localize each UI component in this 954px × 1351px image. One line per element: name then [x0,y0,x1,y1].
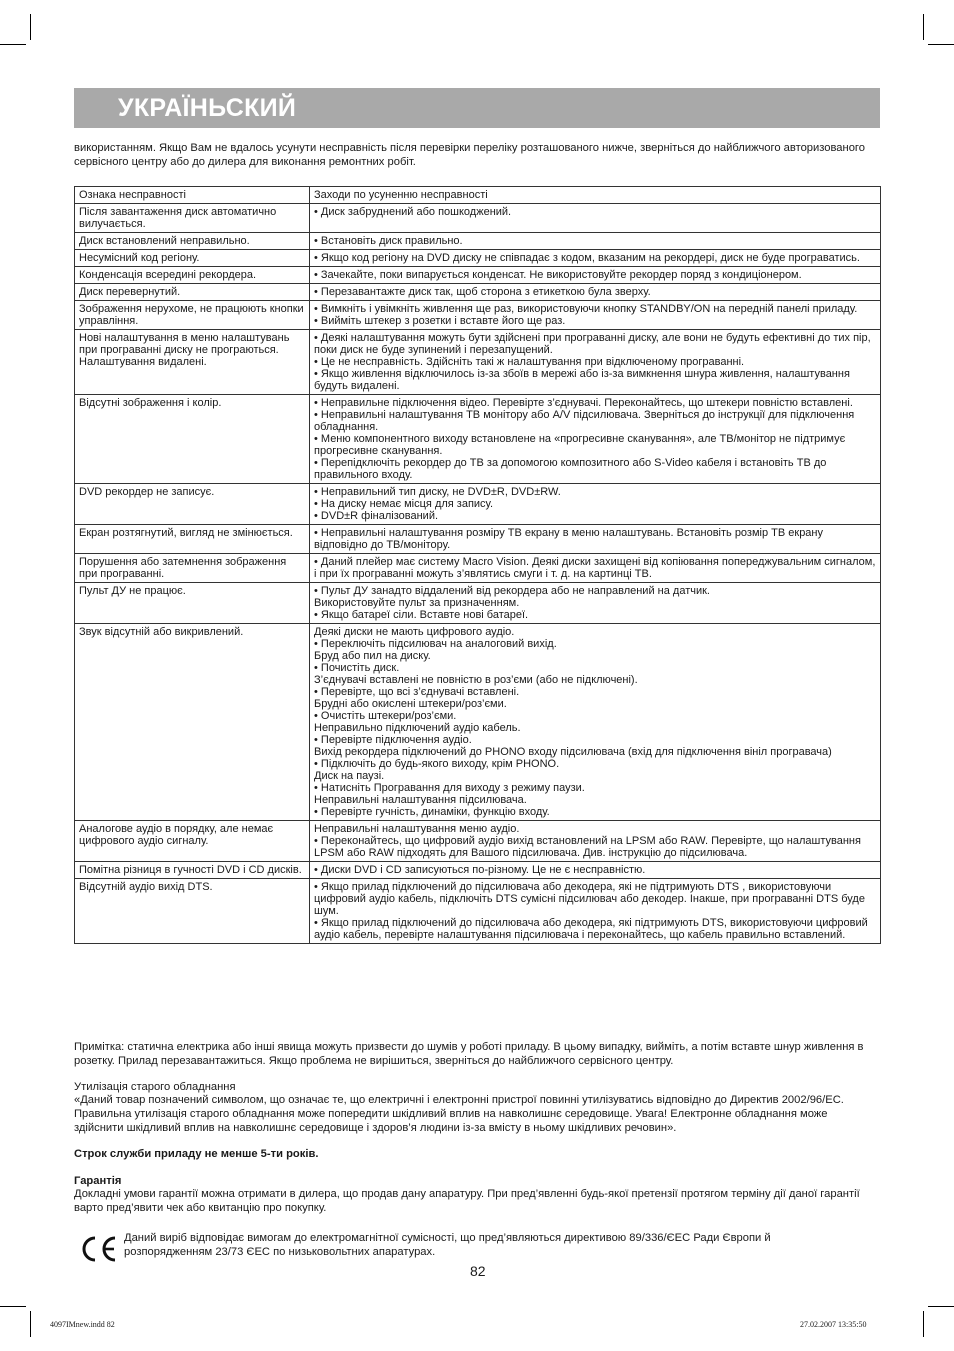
remedy-line: • Якщо код регіону на DVD диску не співпадає з кодом, вказаним на рекордері, диск не буде програватись. [314,252,860,264]
remedy-line: • На диску немає місця для запису. [314,498,494,510]
remedy-line: • Почистіть диск. [314,662,400,674]
remedy-cell [310,525,881,554]
remedy-line: З’єднувачі вставлені не повністю в роз’єми (або не підключені). [314,674,638,686]
warranty-title: Гарантія [74,1175,122,1187]
remedy-line: • Якщо прилад підключений до підсилювача або декодера, які не підтримують DTS , використовуючи цифровий аудіо кабель, підключіть DTS сумісні підсилювач або декодер. Інакше, при програванні DTS буде шум. [314,881,865,917]
table-row [75,284,881,301]
remedy-line: • Перевірте гучність, динаміки, функцію входу. [314,806,550,818]
remedy-line: • DVD±R фіналізований. [314,510,439,522]
remedy-cell [310,284,881,301]
footer-file: 4097IMnew.indd 82 [50,1320,115,1329]
remedy-line: Використовуйте пульт за призначенням. [314,597,520,609]
service-life-text: Строк служби приладу не менше 5-ти років. [74,1148,319,1160]
remedy-line: Брудні або окислені штекери/роз’єми. [314,698,507,710]
remedy-line: • Перевірте, що всі з’єднувачі вставлені. [314,686,520,698]
table-row [75,395,881,484]
table-row [75,624,881,821]
symptom-cell [75,624,310,821]
ce-text-line-1: Даний виріб відповідає вимогам до електромагнітної сумісності, що пред’являються директивою 89/336/ЄЕС Ради Європи й [124,1232,771,1244]
table-row [75,250,881,267]
symptom-cell [75,284,310,301]
symptom-cell [75,301,310,330]
remedy-line: • Переконайтесь, що цифровий аудіо вихід встановлений на LPSM або RAW. Перевірте, що налаштування LPSM або RAW підходять для Вашого підсилювача. Див. інструкцію до підсилювача. [314,835,861,859]
ce-text-line-2: розпорядженням 23/73 ЄЕС по низьковольтних апаратурах. [124,1246,436,1258]
symptom-line: Відсутній аудіо вихід DTS. [79,881,213,893]
symptom-line: Порушення або затемнення зображення при програванні. [79,556,287,580]
remedy-line: • Перевірте підключення аудіо. [314,734,472,746]
crop-mark [30,14,31,40]
remedy-line: • Якщо прилад підключений до підсилювача або декодера, які підтримують DTS, використовуючи цифровий аудіо кабель, перевірте налаштування підсилювача і переконайтесь, що кабель правильно вставлений. [314,917,868,941]
symptom-cell [75,233,310,250]
remedy-line: • Встановіть диск правильно. [314,235,463,247]
symptom-cell [75,395,310,484]
remedy-line: Неправильні налаштування меню аудіо. [314,823,520,835]
remedy-line: • Деякі налаштування можуть бути здійснені при програванні диску, але вони не будуть ефективні до тих пір, поки диск не буде зупинений і перезапущений. [314,332,871,356]
remedy-line: • Якщо батареї сіли. Вставте нові батареї. [314,609,529,621]
remedy-line: • Неправильне підключення відео. Перевірте з’єднувачі. Переконайтесь, що штекери повністю вставлені. [314,397,853,409]
intro-text: використанням. Якщо Вам не вдалось усунути несправність після перевірки переліку розташованого нижче, зверніться до найближчого авторизованого сервісного центру або до дилера для виконання ремонтних робіт. [74,142,865,168]
symptom-line: Аналогове аудіо в порядку, але немає цифрового аудіо сигналу. [79,823,274,847]
remedy-line: • Неправильні налаштування розміру ТВ екрану в меню налаштувань. Встановіть розмір ТВ екрану відповідно до ТВ/монітору. [314,527,824,551]
remedy-line: • Підключіть до будь-якого виходу, крім PHONO. [314,758,560,770]
remedy-line: Диск на паузі. [314,770,385,782]
table-row [75,330,881,395]
symptom-line: Помітна різниця в гучності DVD і CD дисків. [79,864,302,876]
remedy-line: Вихід рекордера підключений до PHONO входу підсилювача (вхід для підключення вініл програвача) [314,746,832,758]
remedy-line: • Пульт ДУ занадто віддалений від рекордера або не направлений на датчик. [314,585,710,597]
warranty-text: Докладні умови гарантії можна отримати в дилера, що продав дану апаратуру. При пред’явленні будь-якої претензії протягом терміну дії даної гарантії варто пред’явити чек або квитанцію про покупку. [74,1188,860,1214]
remedy-line: • Неправильний тип диску, не DVD±R, DVD±RW. [314,486,561,498]
symptom-line: Конденсація всередині рекордера. [79,269,257,281]
disposal-title: Утилізація старого обладнання [74,1081,236,1093]
crop-mark [0,44,26,45]
remedy-cell [310,624,881,821]
table-row [75,554,881,583]
remedy-cell [310,862,881,879]
remedy-line: • Натисніть Програвання для виходу з режиму паузи. [314,782,585,794]
remedy-cell [310,821,881,862]
symptom-cell [75,821,310,862]
symptom-cell [75,862,310,879]
troubleshooting-table [74,186,881,944]
remedy-cell [310,330,881,395]
table-row [75,484,881,525]
table-header-cell: Ознака несправності [75,187,310,204]
remedy-line: Неправильні налаштування підсилювача. [314,794,527,806]
remedy-cell [310,395,881,484]
remedy-cell [310,267,881,284]
remedy-cell [310,233,881,250]
symptom-line: Диск встановлений неправильно. [79,235,250,247]
remedy-cell [310,204,881,233]
remedy-cell [310,583,881,624]
crop-mark [923,14,924,40]
remedy-line: • Вийміть штекер з розетки і вставте його ще раз. [314,315,566,327]
table-row [75,879,881,944]
table-row [75,821,881,862]
symptom-line: Звук відсутній або викривлений. [79,626,244,638]
crop-mark [0,1306,26,1307]
symptom-line: Диск перевернутий. [79,286,181,298]
table-row [75,204,881,233]
table-row [75,583,881,624]
remedy-line: • Даний плейер має систему Macro Vision. Деякі диски захищені від копіювання попереджувальним сигналом, і при їх програванні можуть з’являтись смуги і т. д. на картинці ТВ. [314,556,876,580]
symptom-line: Несумісний код регіону. [79,252,200,264]
remedy-line: • Очистіть штекери/роз’єми. [314,710,457,722]
table-row [75,525,881,554]
table-row [75,233,881,250]
table-header-row [75,187,881,204]
remedy-line: Неправильно підключений аудіо кабель. [314,722,521,734]
symptom-cell [75,330,310,395]
crop-mark [923,1311,924,1337]
header-bar [74,88,880,128]
page-title: УКРАЇНЬСКИЙ [118,94,297,122]
symptom-line: Налаштування видалені. [79,356,207,368]
table-row [75,267,881,284]
remedy-line: • Переключіть підсилювач на аналоговий вихід. [314,638,557,650]
symptom-line: Відсутні зображення і колір. [79,397,222,409]
remedy-line: • Диск забруднений або пошкоджений. [314,206,512,218]
remedy-line: • Якщо живлення відключилось із-за збоїв в мережі або із-за вимкнення шнура живлення, налаштування будуть видалені. [314,368,850,392]
crop-mark [30,1311,31,1337]
ce-mark-icon [78,1234,118,1264]
symptom-line: Зображення нерухоме, не працюють кнопки управління. [79,303,304,327]
remedy-line: • Зачекайте, поки випарується конденсат. Не використовуйте рекордер поряд з кондиціонером. [314,269,802,281]
symptom-cell [75,525,310,554]
remedy-cell [310,250,881,267]
remedy-line: • Перезавантажте диск так, щоб сторона з етикеткою була зверху. [314,286,651,298]
symptom-line: Пульт ДУ не працює. [79,585,186,597]
remedy-cell [310,554,881,583]
symptom-cell [75,554,310,583]
remedy-line: • Перепідключіть рекордер до ТВ за допомогою композитного або S-Video кабеля і встановіть ТВ до правильного входу. [314,457,827,481]
footer-datetime: 27.02.2007 13:35:50 [800,1320,867,1329]
symptom-line: Після завантаження диск автоматично вилучається. [79,206,277,230]
symptom-cell [75,267,310,284]
remedy-line: • Диски DVD і CD записуються по-різному. Це не є несправністю. [314,864,646,876]
symptom-line: Нові налаштування в меню налаштувань при програванні диску не програються. [79,332,290,356]
crop-mark [928,44,954,45]
remedy-cell [310,301,881,330]
symptom-cell [75,204,310,233]
remedy-line: Бруд або пил на диску. [314,650,431,662]
symptom-cell [75,250,310,267]
disposal-text: «Даний товар позначений символом, що означає те, що електричні і електронні пристрої повинні утилізуватись відповідно до Директив 2002/96/ЕС. Правильна утилізація старого обладнання може попередити шкідливий вплив на навколишнє середовище. Увага! Електронне обладнання може здійснити шкідливий вплив на навколишнє середовище і здоров’я людини із-за вмісту в ньому шкідливих речовин». [74,1094,844,1134]
symptom-cell [75,879,310,944]
page-number: 82 [470,1263,486,1279]
crop-mark [928,1306,954,1307]
remedy-cell [310,879,881,944]
symptom-line: DVD рекордер не записує. [79,486,215,498]
table-row [75,301,881,330]
symptom-cell [75,484,310,525]
remedy-line: • Це не несправність. Здійсніть такі ж налаштування при відключеному програванні. [314,356,745,368]
remedy-line: Деякі диски не мають цифрового аудіо. [314,626,515,638]
remedy-line: • Неправильні налаштування ТВ монітору або A/V підсилювача. Зверніться до інструкції для підключення обладнання. [314,409,855,433]
symptom-line: Екран розтягнутий, вигляд не змінюється. [79,527,293,539]
remedy-line: • Вимкніть і увімкніть живлення ще раз, використовуючи кнопку STANDBY/ON на передній панелі приладу. [314,303,858,315]
remedy-line: • Меню компонентного виходу встановлене на «прогресивне сканування», але ТВ/монітор не підтримує прогресивне сканування. [314,433,846,457]
note-text: Примітка: статична електрика або інші явища можуть призвести до шумів у роботі приладу. В цьому випадку, вийміть, а потім вставте шнур живлення в розетку. Прилад перезавантажиться. Якщо проблема не вирішиться, зверніться до найближчого сервісного центру. [74,1041,864,1067]
remedy-cell [310,484,881,525]
symptom-cell [75,583,310,624]
table-header-cell: Заходи по усуненню несправності [310,187,881,204]
table-row [75,862,881,879]
